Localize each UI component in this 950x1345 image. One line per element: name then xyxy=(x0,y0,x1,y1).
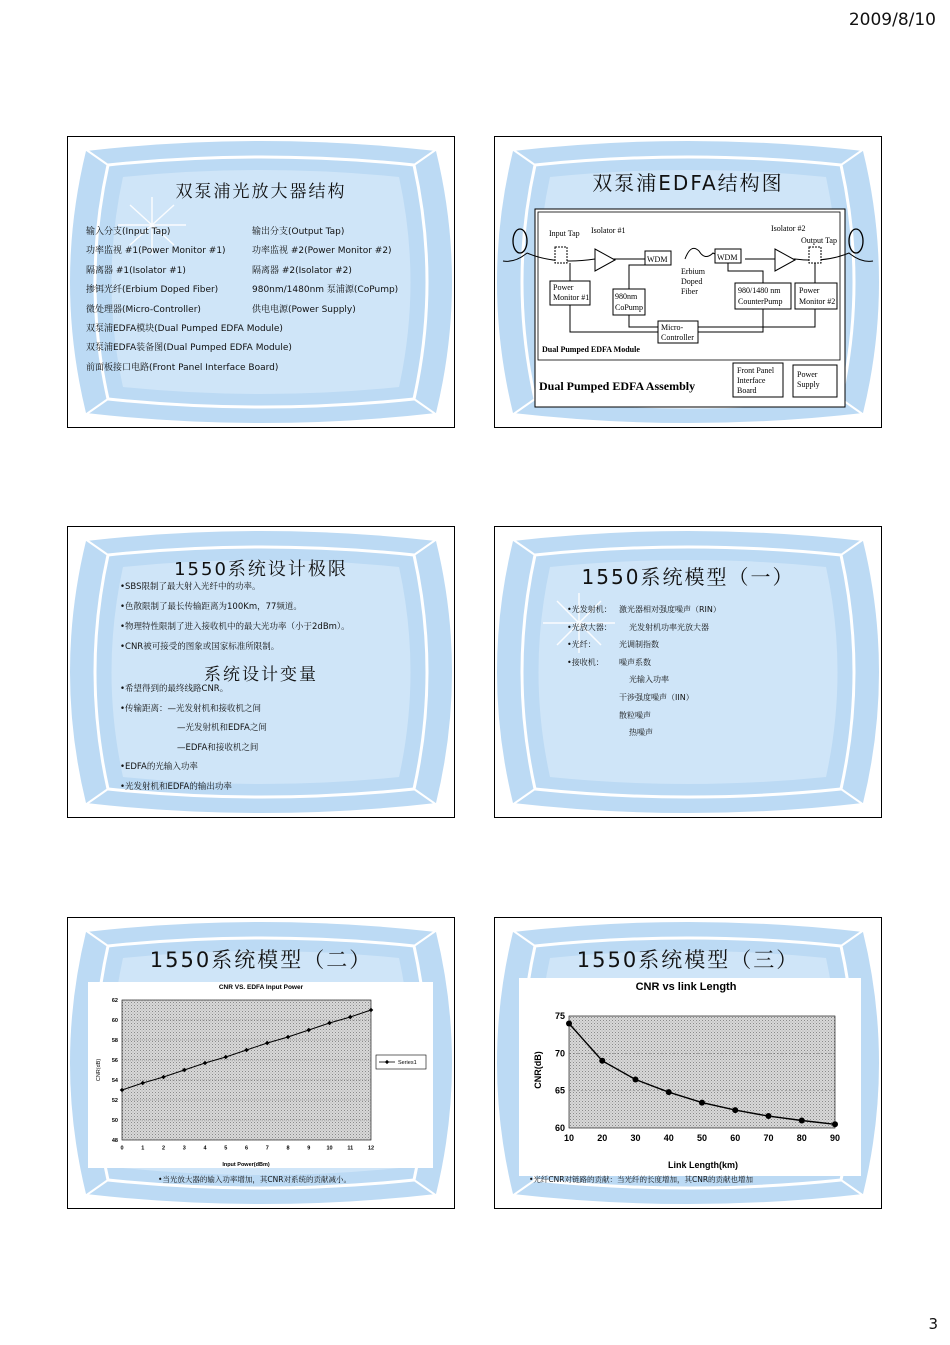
slide-title: 双泵浦EDFA结构图 xyxy=(592,171,784,195)
input-tap-block xyxy=(555,247,567,263)
x-axis-label: Input Power(dBm) xyxy=(222,1162,270,1168)
cnr-vs-link-length-chart xyxy=(495,918,881,1208)
x-tick-label: 11 xyxy=(347,1145,354,1152)
model-labels xyxy=(567,601,612,671)
module-caption: Dual Pumped EDFA Module xyxy=(542,345,640,354)
list-item: 隔离器 #2(Isolator #2) xyxy=(252,265,352,276)
list-item: •CNR被可接受的图象或国家标准所限制。 xyxy=(120,642,280,652)
data-point xyxy=(633,1076,639,1082)
data-point xyxy=(599,1058,605,1064)
slide-2 xyxy=(494,136,882,428)
list-item: 输入分支(Input Tap) xyxy=(86,227,171,237)
y-tick-label: 62 xyxy=(111,997,118,1004)
data-point xyxy=(799,1118,805,1124)
wdm-2-label: WDM xyxy=(717,253,738,262)
power-monitor-2-label: Monitor #2 xyxy=(799,297,836,306)
y-tick-label: 60 xyxy=(111,1017,118,1024)
slide-3 xyxy=(67,526,455,818)
power-monitor-2-label: Power xyxy=(799,286,820,295)
power-supply-label: Power xyxy=(797,370,818,379)
y-axis-label: CNR(dB) xyxy=(96,1058,102,1082)
data-point xyxy=(766,1113,772,1119)
legend-series-label: Series1 xyxy=(398,1060,417,1066)
slide-note: •光纤CNR对链路的贡献：当光纤的长度增加，其CNR的贡献也增加 xyxy=(529,1175,754,1184)
front-panel-label: Interface xyxy=(737,376,766,385)
plot-area xyxy=(122,1000,371,1140)
list-item: •传输距离：—光发射机和接收机之间 xyxy=(120,703,262,714)
slide-5 xyxy=(67,917,455,1209)
row-value: 光输入功率 xyxy=(629,675,669,685)
x-tick-label: 9 xyxy=(307,1145,311,1152)
row-label: •光发射机： xyxy=(567,605,612,614)
x-tick-label: 80 xyxy=(796,1133,807,1143)
data-point xyxy=(566,1020,572,1026)
row-value: 光发射机功率光放大器 xyxy=(629,622,709,632)
data-point xyxy=(832,1121,838,1127)
x-tick-label: 60 xyxy=(730,1133,741,1143)
input-tap-label: Input Tap xyxy=(549,229,580,238)
x-tick-label: 5 xyxy=(224,1145,228,1152)
list-item: 功率监视 #1(Power Monitor #1) xyxy=(86,246,226,257)
x-tick-label: 20 xyxy=(597,1133,608,1143)
x-tick-label: 10 xyxy=(563,1133,575,1143)
counterpump-label: CounterPump xyxy=(738,297,783,306)
list-item: •色散限制了最长传输距离为100Km，77频道。 xyxy=(120,602,302,612)
slide-title: 1550系统模型（一） xyxy=(581,565,795,589)
list-item: —光发射机和EDFA之间 xyxy=(177,723,267,734)
list-item: •SBS限制了最大射入光纤中的功率。 xyxy=(120,582,261,592)
x-tick-label: 1 xyxy=(141,1145,145,1152)
y-tick-label: 58 xyxy=(111,1037,118,1044)
y-tick-label: 70 xyxy=(554,1048,565,1059)
x-tick-label: 3 xyxy=(182,1145,186,1152)
x-tick-label: 4 xyxy=(203,1145,207,1152)
row-value: 热噪声 xyxy=(629,728,653,738)
y-tick-label: 60 xyxy=(554,1123,565,1133)
x-axis-label: Link Length(km) xyxy=(668,1160,738,1170)
list-item: 隔离器 #1(Isolator #1) xyxy=(86,265,186,276)
slide-title: 双泵浦光放大器结构 xyxy=(175,182,347,202)
x-tick-label: 0 xyxy=(120,1145,124,1152)
edfa-block-diagram xyxy=(495,137,881,427)
isolator-1-label: Isolator #1 xyxy=(591,226,626,235)
list-item: 双泵浦EDFA装备图(Dual Pumped EDFA Module) xyxy=(86,343,292,354)
x-tick-label: 40 xyxy=(663,1133,674,1143)
row-value: 光调制指数 xyxy=(619,640,659,650)
erbium-label: Doped xyxy=(681,277,703,286)
row-label: •光放大器： xyxy=(567,622,612,632)
list-item: •光发射机和EDFA的输出功率 xyxy=(120,781,232,792)
list-item: 掺铒光纤(Erbium Doped Fiber) xyxy=(86,285,219,296)
list-item: 双泵浦EDFA模块(Dual Pumped EDFA Module) xyxy=(86,324,283,335)
row-label: •接收机： xyxy=(567,657,604,667)
y-tick-label: 54 xyxy=(111,1077,118,1084)
limits-list xyxy=(120,577,350,657)
slide-title: 1550系统模型（二） xyxy=(149,948,373,972)
x-tick-label: 90 xyxy=(829,1133,841,1143)
x-tick-label: 6 xyxy=(244,1145,249,1152)
micro-controller-label: Controller xyxy=(661,333,694,342)
micro-controller-label: Micro- xyxy=(661,323,684,332)
power-monitor-1-label: Monitor #1 xyxy=(553,293,590,302)
chart-title: CNR vs link Length xyxy=(635,981,737,993)
y-tick-label: 75 xyxy=(554,1011,565,1021)
y-axis-label: CNR(dB) xyxy=(533,1051,543,1089)
y-tick-label: 48 xyxy=(111,1137,118,1144)
plot-area xyxy=(569,1016,835,1128)
data-point xyxy=(699,1100,705,1106)
output-fiber-loop xyxy=(849,229,863,253)
x-tick-label: 70 xyxy=(763,1133,774,1143)
slide-note: •当光放大器的输入功率增加，其CNR对系统的贡献减小。 xyxy=(158,1175,351,1184)
erbium-label: Erbium xyxy=(681,267,705,276)
y-tick-label: 50 xyxy=(111,1117,118,1124)
x-tick-label: 2 xyxy=(161,1145,166,1152)
copump-label: CoPump xyxy=(615,303,644,312)
front-panel-label: Front Panel xyxy=(737,366,775,375)
row-value: 噪声系数 xyxy=(619,657,651,667)
row-value: 散粒噪声 xyxy=(619,710,651,720)
counterpump-label: 980/1480 nm xyxy=(738,286,781,295)
x-tick-label: 50 xyxy=(696,1133,708,1143)
right-item-list xyxy=(252,223,398,320)
x-tick-label: 30 xyxy=(630,1133,641,1143)
y-tick-label: 56 xyxy=(111,1057,118,1064)
list-item: •EDFA的光输入功率 xyxy=(120,762,198,773)
y-tick-label: 52 xyxy=(111,1097,118,1104)
power-monitor-1-label: Power xyxy=(553,283,574,292)
variables-list xyxy=(120,680,267,798)
chart-title: CNR VS. EDFA Input Power xyxy=(218,984,304,991)
list-item: 微处理器(Micro-Controller) xyxy=(86,304,201,315)
y-tick-label: 65 xyxy=(554,1085,565,1096)
page-date: 2009/8/10 xyxy=(848,10,936,30)
slide-1 xyxy=(67,136,455,428)
slide-4 xyxy=(494,526,882,818)
data-point xyxy=(666,1089,672,1095)
copump-label: 980nm xyxy=(615,292,638,301)
cnr-vs-input-power-chart xyxy=(68,918,454,1208)
x-tick-label: 10 xyxy=(326,1145,333,1152)
data-point xyxy=(732,1107,738,1113)
slide-subtitle: 系统设计变量 xyxy=(204,665,318,685)
list-item: •物理特性限制了进入接收机中的最大光功率（小于2dBm）。 xyxy=(120,622,350,632)
isolator-2-label: Isolator #2 xyxy=(771,224,806,233)
slide-title: 1550系统模型（三） xyxy=(576,948,800,972)
row-value: 干涉强度噪声（IIN） xyxy=(619,692,694,702)
assembly-caption: Dual Pumped EDFA Assembly xyxy=(539,379,696,393)
slide-6 xyxy=(494,917,882,1209)
power-supply-label: Supply xyxy=(797,380,820,389)
list-item: —EDFA和接收机之间 xyxy=(177,742,259,753)
list-item: 前面板接口电路(Front Panel Interface Board) xyxy=(86,362,279,373)
wdm-1-label: WDM xyxy=(647,255,668,264)
x-tick-label: 12 xyxy=(367,1145,375,1152)
erbium-label: Fiber xyxy=(681,287,698,296)
list-item: 980nm/1480nm 泵浦源(CoPump) xyxy=(252,285,399,296)
x-tick-label: 8 xyxy=(286,1145,290,1152)
row-label: •光纤： xyxy=(567,640,596,650)
output-tap-block xyxy=(809,247,821,263)
output-tap-label: Output Tap xyxy=(801,236,837,245)
list-item: 功率监视 #2(Power Monitor #2) xyxy=(252,246,392,257)
front-panel-label: Board xyxy=(737,386,757,395)
x-tick-label: 7 xyxy=(265,1145,269,1152)
row-value: 激光器相对强度噪声（RIN） xyxy=(619,605,721,614)
input-fiber-loop xyxy=(513,229,527,253)
list-item: 输出分支(Output Tap) xyxy=(252,227,345,237)
page-number: 3 xyxy=(928,1315,938,1333)
list-item: •希望得到的最终线路CNR。 xyxy=(120,684,229,694)
model-values xyxy=(619,601,721,742)
list-item: 供电电源(Power Supply) xyxy=(252,304,356,315)
slide-title: 1550系统设计极限 xyxy=(174,559,348,580)
